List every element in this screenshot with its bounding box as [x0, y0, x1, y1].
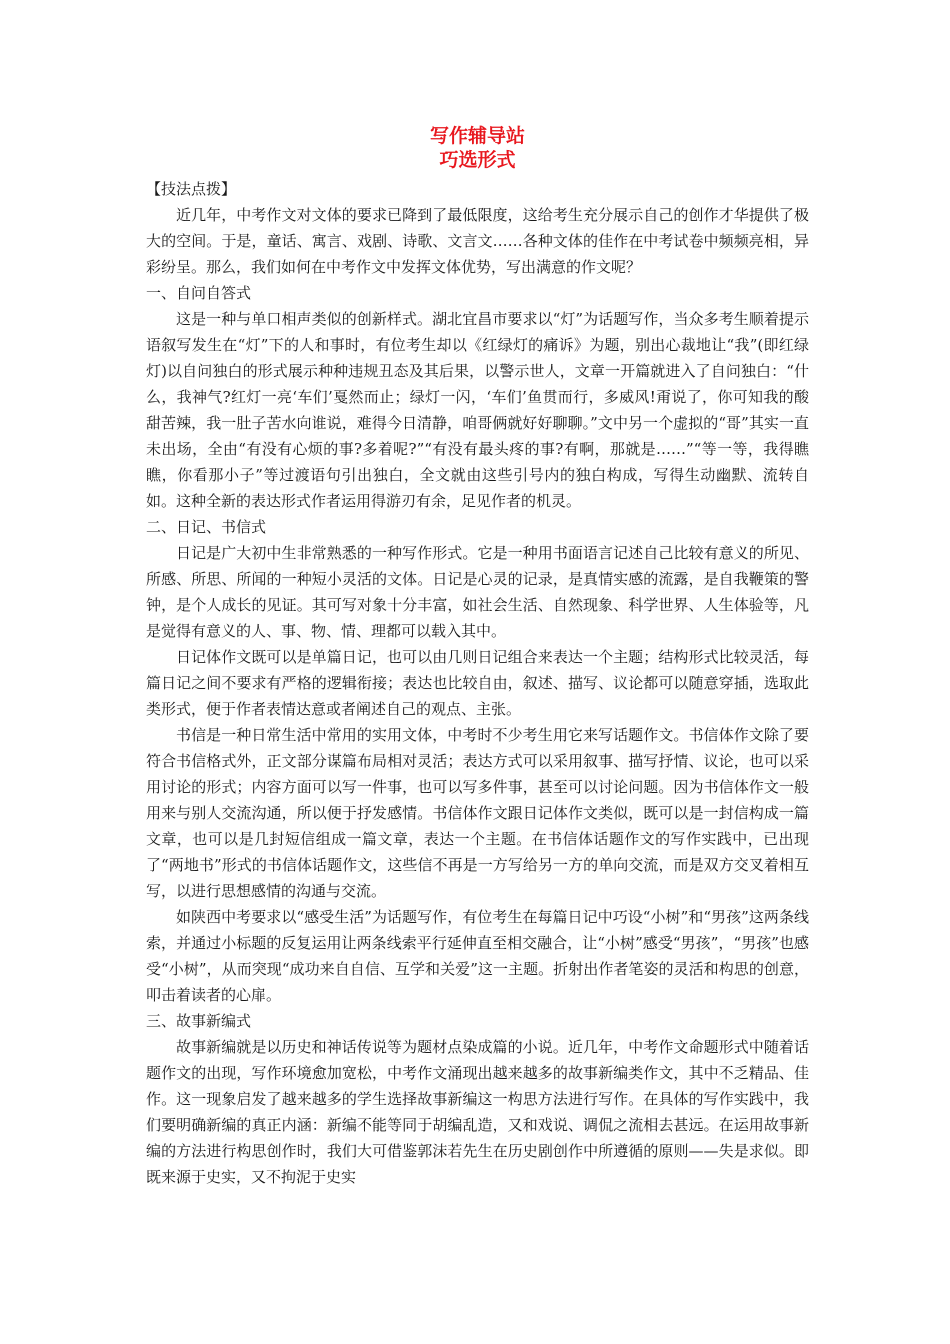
section-1	[146, 280, 809, 514]
body-paragraph: 日记是广大初中生非常熟悉的一种写作形式。它是一种用书面语言记述自己比较有意义的所见、所感、所思、所闻的一种短小灵活的文体。日记是心灵的记录，是真情实感的流露，是自我鞭策的警钟，是个人成长的见证。其可写对象十分丰富，如社会生活、自然现象、科学世界、人生体验等，凡是觉得有意义的人、事、物、情、理都可以载入其中。	[146, 544, 809, 640]
document-page	[146, 124, 809, 1190]
document-title: 写作辅导站	[429, 125, 525, 147]
document-subtitle: 巧选形式	[439, 149, 516, 171]
section-heading: 一、自问自答式	[146, 284, 252, 302]
section-3	[146, 1008, 809, 1190]
intro-paragraph: 近几年，中考作文对文体的要求已降到了最低限度，这给考生充分展示自己的创作才华提供了极大的空间。于是，童话、寓言、戏剧、诗歌、文言文……各种文体的佳作在中考试卷中频频亮相，异彩纷呈。那么，我们如何在中考作文中发挥文体优势，写出满意的作文呢？	[146, 206, 809, 276]
body-paragraph: 书信是一种日常生活中常用的实用文体，中考时不少考生用它来写话题作文。书信体作文除了要符合书信格式外，正文部分谋篇布局相对灵活；表达方式可以采用叙事、描写抒情、议论，也可以采用讨论的形式；内容方面可以写一件事，也可以写多件事，甚至可以讨论问题。因为书信体作文一般用来与别人交流沟通，所以便于抒发感情。书信体作文跟日记体作文类似，既可以是一封信构成一篇文章，也可以是几封短信组成一篇文章，表达一个主题。在书信体话题作文的写作实践中，已出现了“两地书”形式的书信体话题作文，这些信不再是一方写给另一方的单向交流，而是双方交叉着相互写，以进行思想感情的沟通与交流。	[146, 726, 809, 900]
body-paragraph: 这是一种与单口相声类似的创新样式。湖北宜昌市要求以“灯”为话题写作，当众多考生顺着提示语叙写发生在“灯”下的人和事时，有位考生却以《红绿灯的痛诉》为题，别出心裁地让“我”(即红绿灯)以自问独白的形式展示种种违规丑态及其后果，以警示世人，文章一开篇就进入了自问独白：“什么，我神气?红灯一亮‘车们’戛然而止；绿灯一闪，‘车们’鱼贯而行，多威风!甭说了，你可知我的酸甜苦辣，我一肚子苦水向谁说，难得今日清静，咱哥俩就好好聊聊。”文中另一个虚拟的“哥”其实一直未出场，全由“有没有心烦的事?多着呢?”“有没有最头疼的事?有啊，那就是……”“等一等，我得瞧瞧，你看那小子”等过渡语句引出独白，全文就由这些引号内的独白构成，写得生动幽默、流转自如。这种全新的表达形式作者运用得游刃有余，足见作者的机灵。	[146, 310, 809, 510]
body-paragraph: 如陕西中考要求以“感受生活”为话题写作，有位考生在每篇日记中巧设“小树”和“男孩”这两条线索，并通过小标题的反复运用让两条线索平行延伸直至相交融合，让“小树”感受“男孩”，“男孩”也感受“小树”，从而突现“成功来自自信、互学和关爱”这一主题。折射出作者笔姿的灵活和构思的创意，叩击着读者的心扉。	[146, 908, 809, 1004]
technique-tag: 【技法点拨】	[146, 180, 237, 198]
section-heading: 三、故事新编式	[146, 1012, 252, 1030]
section-heading: 二、日记、书信式	[146, 518, 267, 536]
body-paragraph: 故事新编就是以历史和神话传说等为题材点染成篇的小说。近几年，中考作文命题形式中随着话题作文的出现，写作环境愈加宽松，中考作文涌现出越来越多的故事新编类作文，其中不乏精品、佳作。这一现象启发了越来越多的学生选择故事新编这一构思方法进行写作。在具体的写作实践中，我们要明确新编的真正内涵：新编不能等同于胡编乱造，又和戏说、调侃之流相去甚远。在运用故事新编的方法进行构思创作时，我们大可借鉴郭沫若先生在历史剧创作中所遵循的原则——失是求似。即既来源于史实，又不拘泥于史实	[146, 1038, 809, 1186]
body-paragraph: 日记体作文既可以是单篇日记，也可以由几则日记组合来表达一个主题；结构形式比较灵活，每篇日记之间不要求有严格的逻辑衔接；表达也比较自由，叙述、描写、议论都可以随意穿插，选取此类形式，便于作者表情达意或者阐述自己的观点、主张。	[146, 648, 809, 718]
section-2	[146, 514, 809, 1008]
